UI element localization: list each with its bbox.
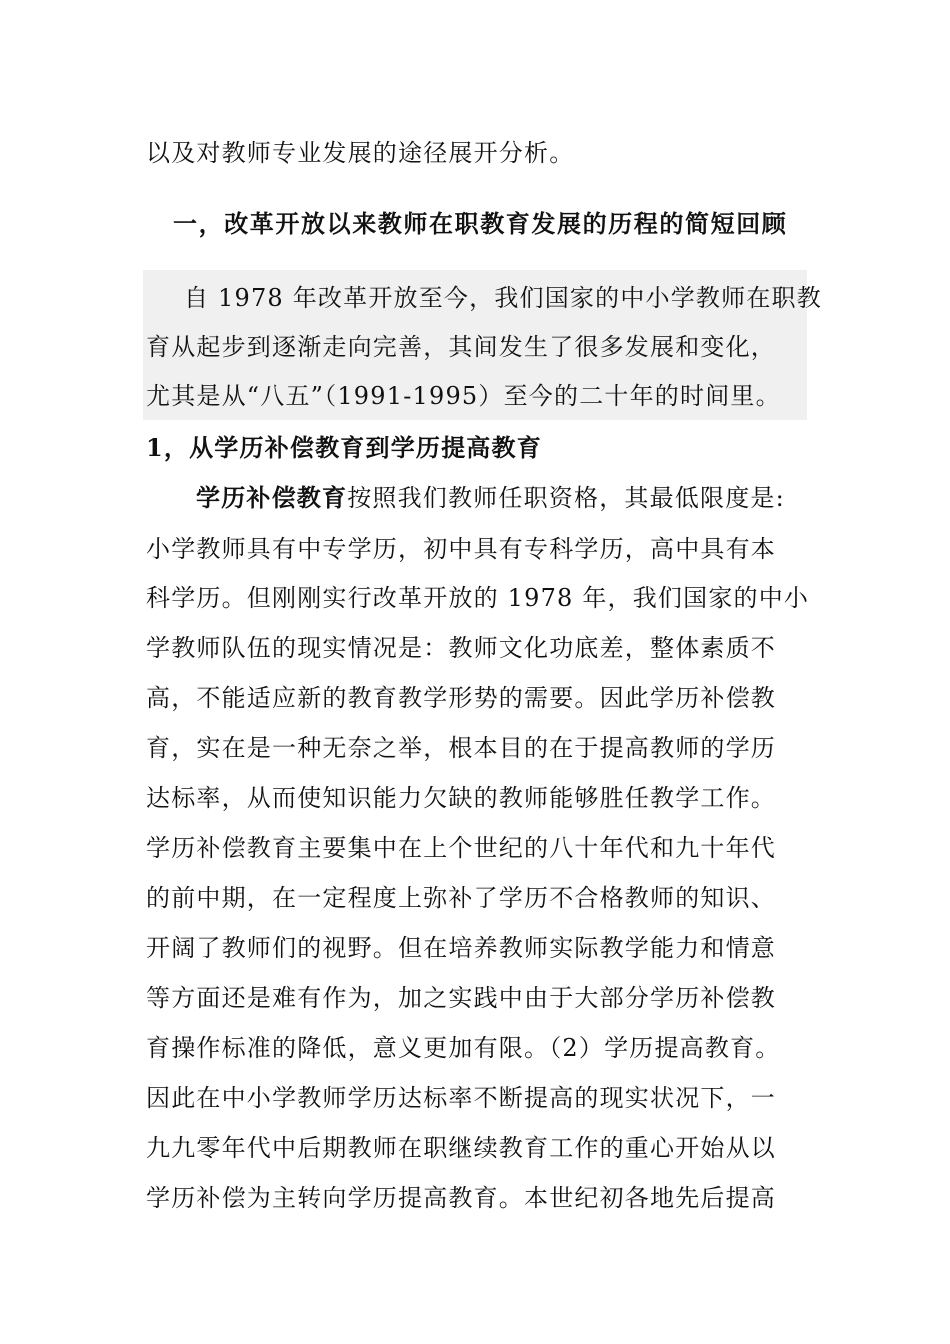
intro-line: 以及对教师专业发展的途径展开分析。 bbox=[146, 139, 575, 167]
shaded-paragraph-line-2: 育从起步到逐渐走向完善，其间发生了很多发展和变化， bbox=[146, 333, 776, 361]
paragraph-line: 九九零年代中后期教师在职继续教育工作的重心开始从以 bbox=[146, 1134, 776, 1162]
paragraph-line: 等方面还是难有作为，加之实践中由于大部分学历补偿教 bbox=[146, 984, 776, 1012]
paragraph-line: 育操作标准的降低，意义更加有限。（2）学历提高教育。 bbox=[146, 1034, 781, 1062]
subheading: 1，从学历补偿教育到学历提高教育 bbox=[146, 433, 542, 462]
paragraph-line: 开阔了教师们的视野。但在培养教师实际教学能力和情意 bbox=[146, 934, 776, 962]
section-heading: 一，改革开放以来教师在职教育发展的历程的简短回顾 bbox=[173, 209, 788, 238]
paragraph-line: 小学教师具有中专学历，初中具有专科学历，高中具有本 bbox=[146, 535, 776, 563]
paragraph-lead-rest: 按照我们教师任职资格，其最低限度是: bbox=[347, 484, 785, 512]
paragraph-line: 育，实在是一种无奈之举，根本目的在于提高教师的学历 bbox=[146, 734, 776, 762]
paragraph-line: 因此在中小学教师学历达标率不断提高的现实状况下，一 bbox=[146, 1084, 776, 1112]
paragraph-line: 学历补偿为主转向学历提高教育。本世纪初各地先后提高 bbox=[146, 1184, 776, 1212]
paragraph-first-line bbox=[196, 482, 856, 514]
paragraph-lead-bold: 学历补偿教育 bbox=[196, 483, 348, 512]
paragraph-line: 高，不能适应新的教育教学形势的需要。因此学历补偿教 bbox=[146, 684, 776, 712]
paragraph-line: 的前中期，在一定程度上弥补了学历不合格教师的知识、 bbox=[146, 884, 776, 912]
paragraph-line: 达标率，从而使知识能力欠缺的教师能够胜任教学工作。 bbox=[146, 784, 776, 812]
paragraph-line: 学教师队伍的现实情况是：教师文化功底差，整体素质不 bbox=[146, 634, 776, 662]
shaded-paragraph-line-1: 自 1978 年改革开放至今，我们国家的中小学教师在职教 bbox=[184, 284, 822, 312]
paragraph-line: 科学历。但刚刚实行改革开放的 1978 年，我们国家的中小 bbox=[146, 584, 810, 612]
shaded-paragraph-line-3: 尤其是从“八五”（1991-1995）至今的二十年的时间里。 bbox=[146, 382, 781, 410]
paragraph-line: 学历补偿教育主要集中在上个世纪的八十年代和九十年代 bbox=[146, 834, 776, 862]
